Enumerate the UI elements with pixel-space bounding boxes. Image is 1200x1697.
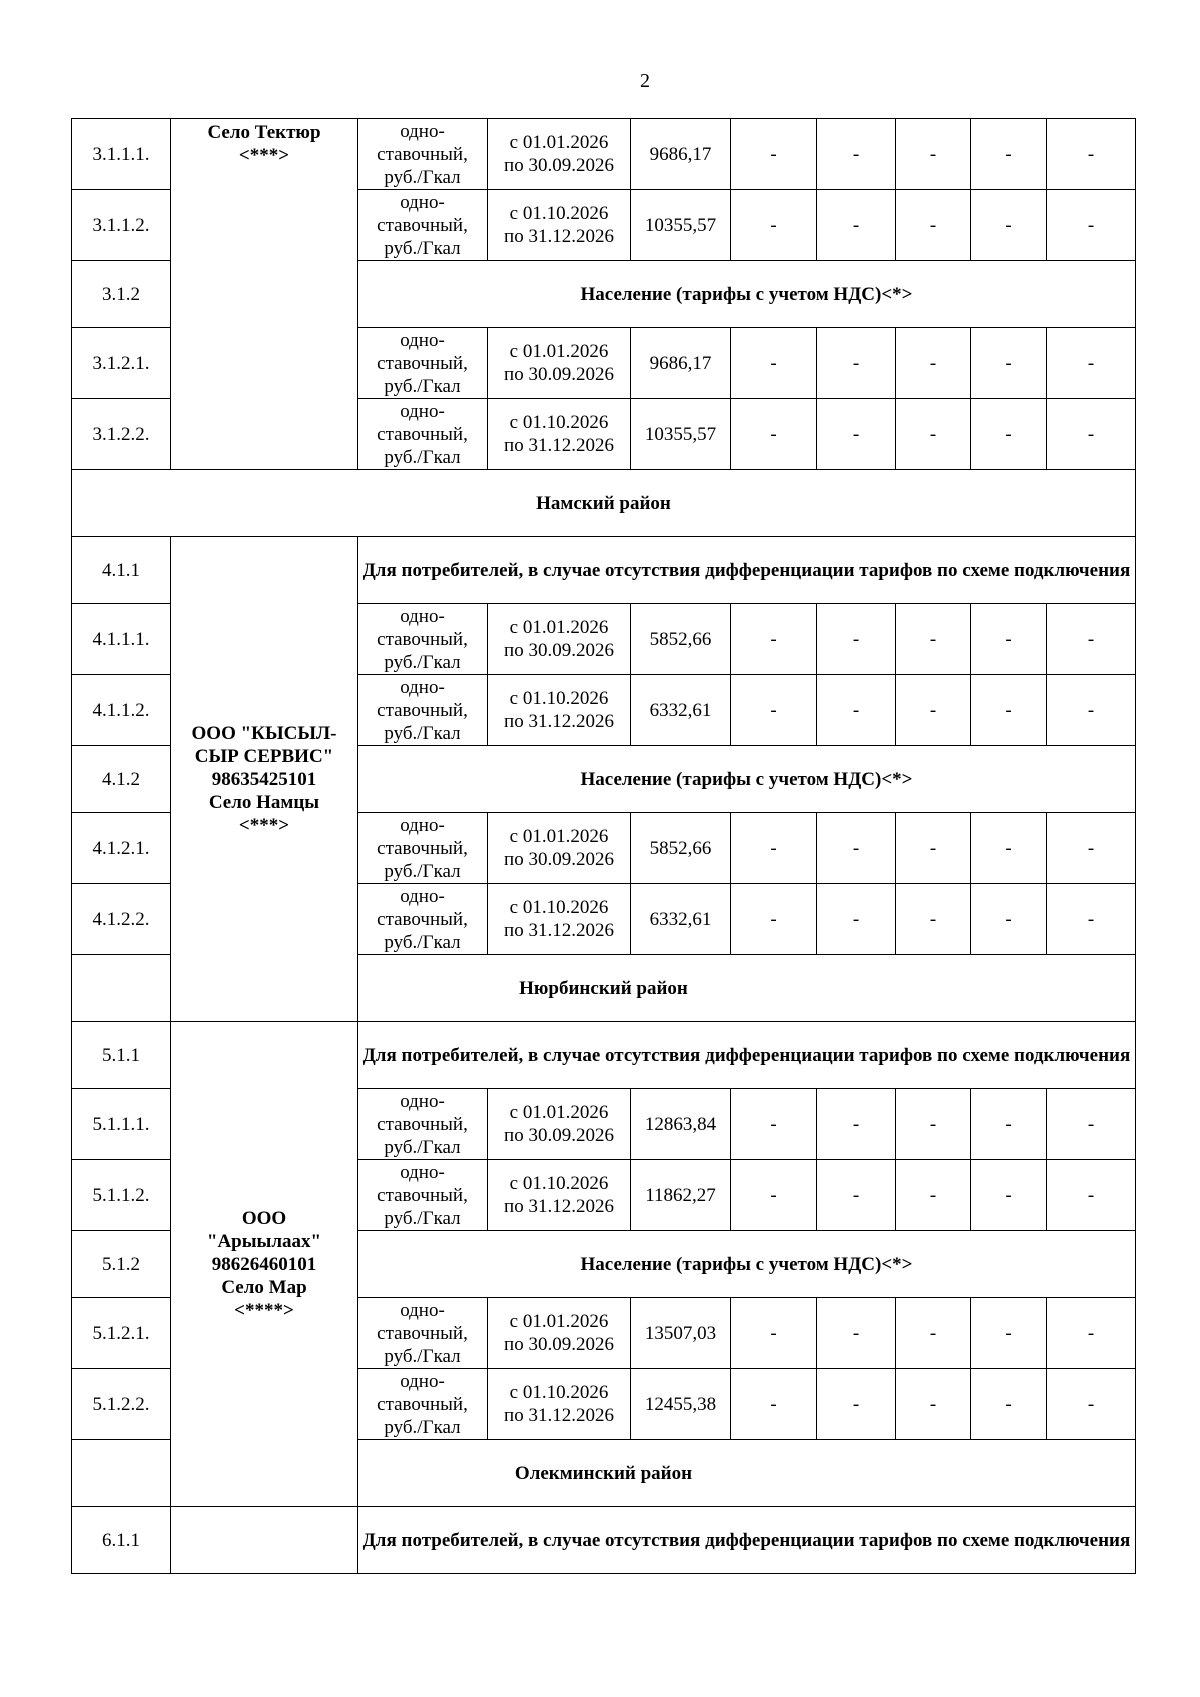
dash-cell: - (817, 1089, 896, 1160)
tariff-value: 5852,66 (631, 813, 731, 884)
period: с 01.10.2026 по 31.12.2026 (488, 675, 631, 746)
tariff-value: 6332,61 (631, 675, 731, 746)
row-number: 5.1.1.1. (72, 1089, 171, 1160)
dash-cell: - (971, 1160, 1047, 1231)
dash-cell: - (731, 1089, 817, 1160)
tariff-value: 12863,84 (631, 1089, 731, 1160)
group-header-general: Для потребителей, в случае отсутствия дифференциации тарифов по схеме подключения (358, 1507, 1136, 1574)
dash-cell: - (1047, 399, 1136, 470)
dash-cell: - (1047, 604, 1136, 675)
rate-type: одно- ставочный, руб./Гкал (358, 1369, 488, 1440)
dash-cell: - (971, 675, 1047, 746)
dash-cell: - (896, 1160, 971, 1231)
dash-cell: - (731, 1369, 817, 1440)
period: с 01.10.2026 по 31.12.2026 (488, 190, 631, 261)
tariff-value: 12455,38 (631, 1369, 731, 1440)
row-number: 5.1.1.2. (72, 1160, 171, 1231)
organization-cell (171, 1507, 358, 1574)
dash-cell: - (971, 604, 1047, 675)
dash-cell: - (731, 884, 817, 955)
dash-cell: - (731, 604, 817, 675)
period: с 01.10.2026 по 31.12.2026 (488, 1160, 631, 1231)
row-number: 3.1.2 (72, 261, 171, 328)
period: с 01.01.2026 по 30.09.2026 (488, 1089, 631, 1160)
rate-type: одно- ставочный, руб./Гкал (358, 813, 488, 884)
dash-cell: - (896, 884, 971, 955)
rate-type: одно- ставочный, руб./Гкал (358, 119, 488, 190)
dash-cell: - (817, 1369, 896, 1440)
org-line: Село Тектюр (207, 122, 321, 143)
dash-cell: - (896, 190, 971, 261)
dash-cell: - (731, 190, 817, 261)
row-number: 5.1.1 (72, 1022, 171, 1089)
dash-cell: - (1047, 1369, 1136, 1440)
org-line: <***> (238, 145, 290, 166)
org-line: <****> (234, 1299, 294, 1321)
dash-cell: - (817, 119, 896, 190)
rate-type: одно- ставочный, руб./Гкал (358, 190, 488, 261)
dash-cell: - (817, 884, 896, 955)
tariff-value: 9686,17 (631, 119, 731, 190)
org-line: <***> (238, 814, 290, 836)
row-number: 5.1.2.1. (72, 1298, 171, 1369)
period: с 01.01.2026 по 30.09.2026 (488, 604, 631, 675)
dash-cell: - (971, 399, 1047, 470)
org-line: 98635425101 (211, 768, 317, 790)
dash-cell: - (731, 119, 817, 190)
dash-cell: - (971, 190, 1047, 261)
dash-cell: - (1047, 119, 1136, 190)
dash-cell: - (896, 1089, 971, 1160)
dash-cell: - (817, 328, 896, 399)
rate-type: одно- ставочный, руб./Гкал (358, 675, 488, 746)
dash-cell: - (971, 884, 1047, 955)
row-number: 4.1.2 (72, 746, 171, 813)
row-number: 3.1.2.1. (72, 328, 171, 399)
rate-type: одно- ставочный, руб./Гкал (358, 399, 488, 470)
dash-cell: - (731, 813, 817, 884)
dash-cell: - (896, 604, 971, 675)
dash-cell: - (817, 1298, 896, 1369)
row-number: 5.1.2.2. (72, 1369, 171, 1440)
tariff-value: 6332,61 (631, 884, 731, 955)
organization-cell (171, 1022, 358, 1507)
org-line: "Арыылаах" (206, 1230, 322, 1252)
row-number: 4.1.2.2. (72, 884, 171, 955)
dash-cell: - (1047, 1298, 1136, 1369)
dash-cell: - (971, 119, 1047, 190)
dash-cell: - (731, 1160, 817, 1231)
org-line: 98626460101 (211, 1253, 317, 1275)
dash-cell: - (817, 399, 896, 470)
district-header: Намский район (72, 470, 1136, 537)
dash-cell: - (1047, 675, 1136, 746)
period: с 01.01.2026 по 30.09.2026 (488, 328, 631, 399)
period: с 01.01.2026 по 30.09.2026 (488, 119, 631, 190)
dash-cell: - (971, 813, 1047, 884)
org-line: Село Намцы (208, 791, 320, 813)
dash-cell: - (1047, 328, 1136, 399)
dash-cell: - (1047, 813, 1136, 884)
tariff-value: 13507,03 (631, 1298, 731, 1369)
tariff-value: 10355,57 (631, 399, 731, 470)
dash-cell: - (896, 675, 971, 746)
row-number: 4.1.1.1. (72, 604, 171, 675)
rate-type: одно- ставочный, руб./Гкал (358, 328, 488, 399)
tariff-table (71, 118, 1136, 1574)
period: с 01.10.2026 по 31.12.2026 (488, 1369, 631, 1440)
org-line: ООО (241, 1207, 287, 1229)
group-header-general: Для потребителей, в случае отсутствия дифференциации тарифов по схеме подключения (358, 1022, 1136, 1089)
row-number: 3.1.1.2. (72, 190, 171, 261)
tariff-value: 10355,57 (631, 190, 731, 261)
organization-cell (171, 537, 358, 1022)
rate-type: одно- ставочный, руб./Гкал (358, 1160, 488, 1231)
rate-type: одно- ставочный, руб./Гкал (358, 1089, 488, 1160)
dash-cell: - (817, 190, 896, 261)
district-header: Нюрбинский район (72, 955, 1136, 1022)
tariff-value: 5852,66 (631, 604, 731, 675)
dash-cell: - (1047, 1160, 1136, 1231)
group-header-population: Население (тарифы с учетом НДС)<*> (358, 746, 1136, 813)
dash-cell: - (896, 1369, 971, 1440)
dash-cell: - (971, 328, 1047, 399)
dash-cell: - (817, 1160, 896, 1231)
period: с 01.01.2026 по 30.09.2026 (488, 1298, 631, 1369)
row-number: 4.1.1 (72, 537, 171, 604)
page-number: 2 (640, 70, 650, 92)
dash-cell: - (896, 813, 971, 884)
row-number: 3.1.1.1. (72, 119, 171, 190)
dash-cell: - (817, 604, 896, 675)
row-number: 5.1.2 (72, 1231, 171, 1298)
group-header-population: Население (тарифы с учетом НДС)<*> (358, 1231, 1136, 1298)
dash-cell: - (1047, 1089, 1136, 1160)
dash-cell: - (1047, 884, 1136, 955)
organization-cell (171, 119, 358, 470)
dash-cell: - (896, 1298, 971, 1369)
dash-cell: - (817, 813, 896, 884)
dash-cell: - (896, 399, 971, 470)
dash-cell: - (731, 399, 817, 470)
tariff-value: 11862,27 (631, 1160, 731, 1231)
dash-cell: - (731, 1298, 817, 1369)
tariff-value: 9686,17 (631, 328, 731, 399)
rate-type: одно- ставочный, руб./Гкал (358, 884, 488, 955)
org-line: СЫР СЕРВИС" (194, 745, 334, 767)
dash-cell: - (731, 328, 817, 399)
period: с 01.01.2026 по 30.09.2026 (488, 813, 631, 884)
row-number: 6.1.1 (72, 1507, 171, 1574)
group-header-population: Население (тарифы с учетом НДС)<*> (358, 261, 1136, 328)
org-line: Село Мар (221, 1276, 307, 1298)
period: с 01.10.2026 по 31.12.2026 (488, 884, 631, 955)
dash-cell: - (817, 675, 896, 746)
dash-cell: - (971, 1089, 1047, 1160)
dash-cell: - (896, 119, 971, 190)
row-number: 3.1.2.2. (72, 399, 171, 470)
dash-cell: - (1047, 190, 1136, 261)
period: с 01.10.2026 по 31.12.2026 (488, 399, 631, 470)
row-number: 4.1.2.1. (72, 813, 171, 884)
dash-cell: - (971, 1298, 1047, 1369)
district-header: Олекминский район (72, 1440, 1136, 1507)
group-header-general: Для потребителей, в случае отсутствия дифференциации тарифов по схеме подключения (358, 537, 1136, 604)
org-line: ООО "КЫСЫЛ- (191, 722, 337, 744)
dash-cell: - (896, 328, 971, 399)
rate-type: одно- ставочный, руб./Гкал (358, 1298, 488, 1369)
dash-cell: - (971, 1369, 1047, 1440)
rate-type: одно- ставочный, руб./Гкал (358, 604, 488, 675)
dash-cell: - (731, 675, 817, 746)
row-number: 4.1.1.2. (72, 675, 171, 746)
